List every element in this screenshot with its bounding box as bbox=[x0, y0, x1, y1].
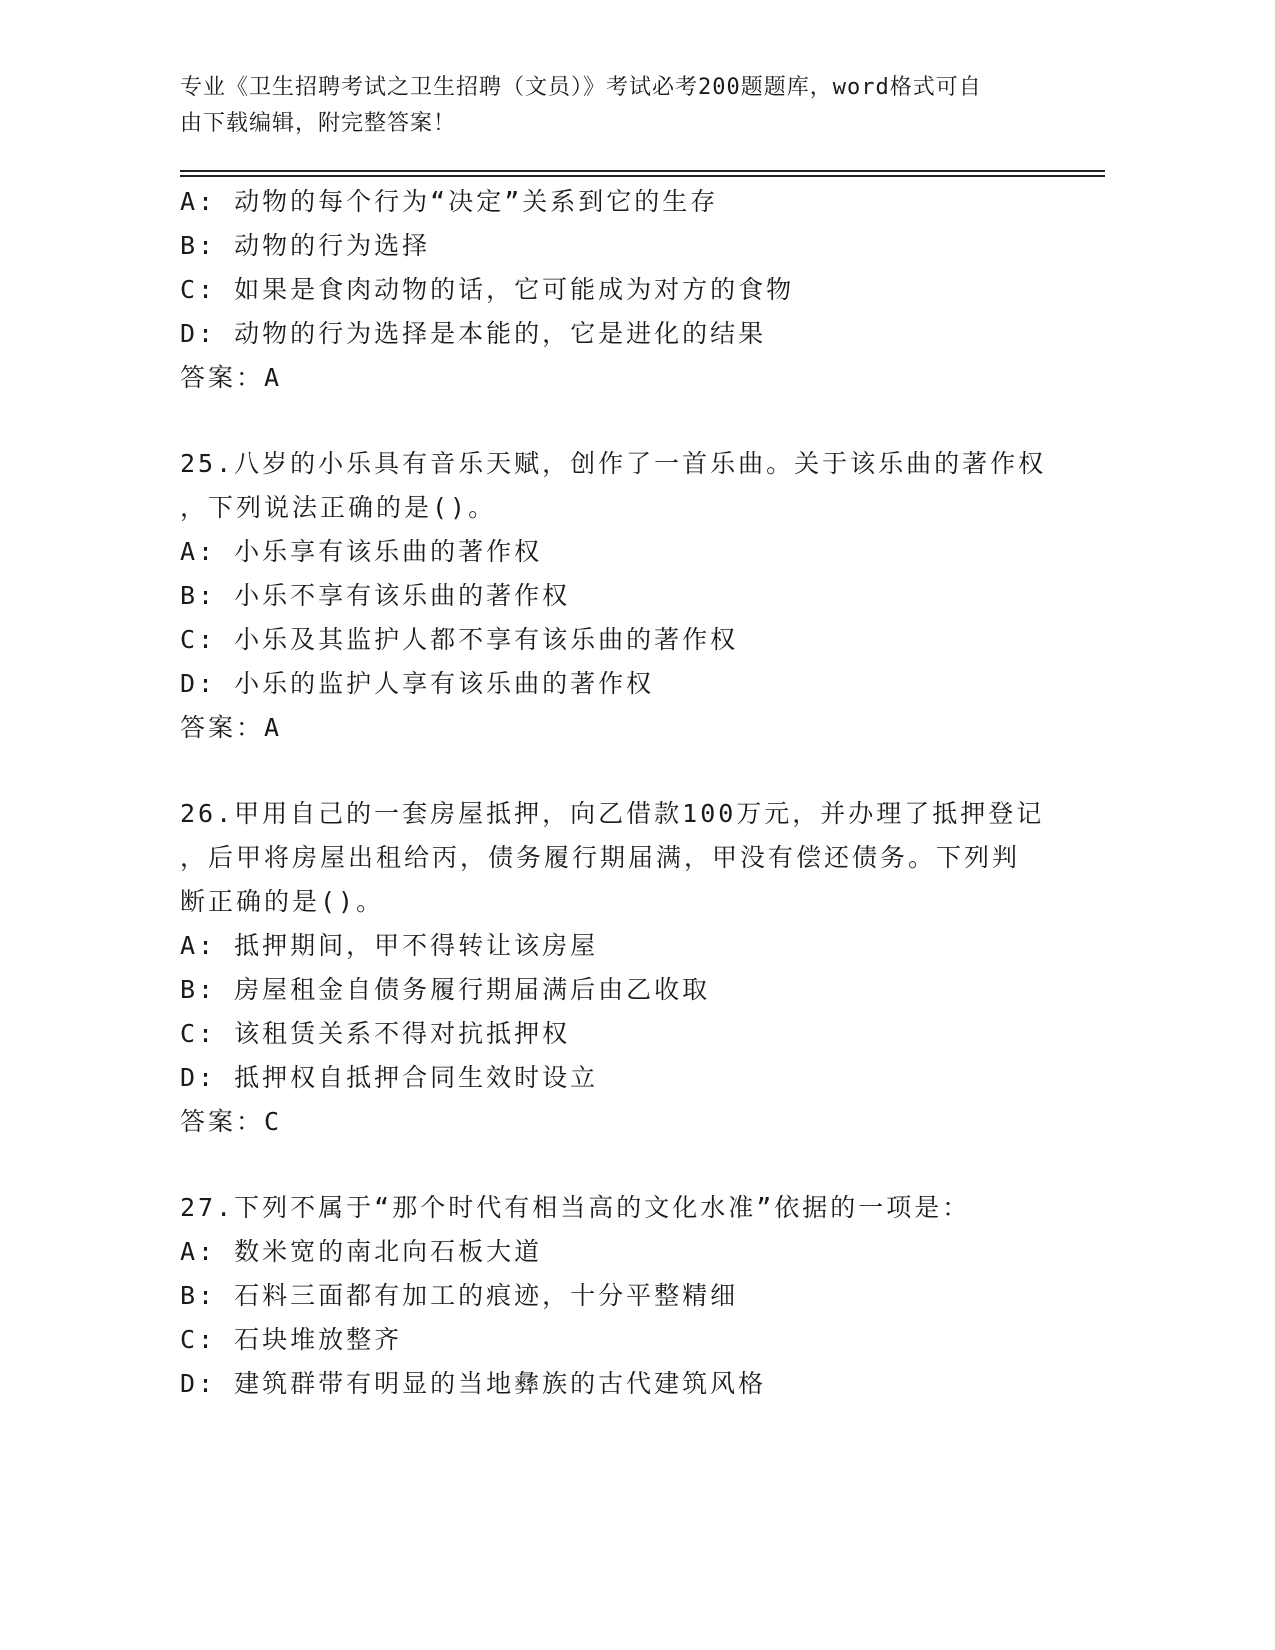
question-stem: 27.下列不属于“那个时代有相当高的文化水准”依据的一项是： bbox=[180, 1193, 971, 1222]
question-stem: 断正确的是()。 bbox=[180, 887, 385, 916]
option-c: C: 该租赁关系不得对抗抵押权 bbox=[180, 1019, 571, 1048]
question-stem: 26.甲用自己的一套房屋抵押，向乙借款100万元，并办理了抵押登记 bbox=[180, 799, 1045, 828]
question-stem: ，下列说法正确的是()。 bbox=[180, 493, 497, 522]
document-header bbox=[180, 70, 1040, 142]
answer: 答案：A bbox=[180, 713, 283, 742]
option-b: B: 房屋租金自债务履行期届满后由乙收取 bbox=[180, 975, 711, 1004]
spacer bbox=[180, 1144, 1080, 1186]
header-line-2: 由下载编辑，附完整答案！ bbox=[180, 111, 457, 136]
option-a: A: 小乐享有该乐曲的著作权 bbox=[180, 537, 543, 566]
option-b: B: 石料三面都有加工的痕迹，十分平整精细 bbox=[180, 1281, 739, 1310]
option-b: B: 动物的行为选择 bbox=[180, 231, 431, 260]
question-stem: ，后甲将房屋出租给丙，债务履行期届满，甲没有偿还债务。下列判 bbox=[180, 843, 1021, 872]
option-c: C: 小乐及其监护人都不享有该乐曲的著作权 bbox=[180, 625, 739, 654]
question-list bbox=[180, 180, 1080, 1406]
option-d: D: 建筑群带有明显的当地彝族的古代建筑风格 bbox=[180, 1369, 767, 1398]
option-a: A: 动物的每个行为“决定”关系到它的生存 bbox=[180, 187, 719, 216]
answer: 答案：A bbox=[180, 363, 283, 392]
header-divider-top bbox=[180, 170, 1105, 172]
question-stem: 25.八岁的小乐具有音乐天赋，创作了一首乐曲。关于该乐曲的著作权 bbox=[180, 449, 1047, 478]
option-a: A: 抵押期间，甲不得转让该房屋 bbox=[180, 931, 599, 960]
option-b: B: 小乐不享有该乐曲的著作权 bbox=[180, 581, 571, 610]
option-a: A: 数米宽的南北向石板大道 bbox=[180, 1237, 543, 1266]
option-d: D: 抵押权自抵押合同生效时设立 bbox=[180, 1063, 599, 1092]
option-c: C: 如果是食肉动物的话，它可能成为对方的食物 bbox=[180, 275, 795, 304]
header-line-1: 专业《卫生招聘考试之卫生招聘（文员）》考试必考200题题库，word格式可自 bbox=[180, 75, 982, 100]
option-d: D: 小乐的监护人享有该乐曲的著作权 bbox=[180, 669, 655, 698]
option-d: D: 动物的行为选择是本能的，它是进化的结果 bbox=[180, 319, 767, 348]
option-c: C: 石块堆放整齐 bbox=[180, 1325, 403, 1354]
question-26 bbox=[180, 792, 1080, 1144]
spacer bbox=[180, 750, 1080, 792]
question-25 bbox=[180, 442, 1080, 750]
spacer bbox=[180, 400, 1080, 442]
answer: 答案：C bbox=[180, 1107, 283, 1136]
header-divider-bottom bbox=[180, 175, 1105, 177]
question-24 bbox=[180, 180, 1080, 400]
question-27 bbox=[180, 1186, 1080, 1406]
